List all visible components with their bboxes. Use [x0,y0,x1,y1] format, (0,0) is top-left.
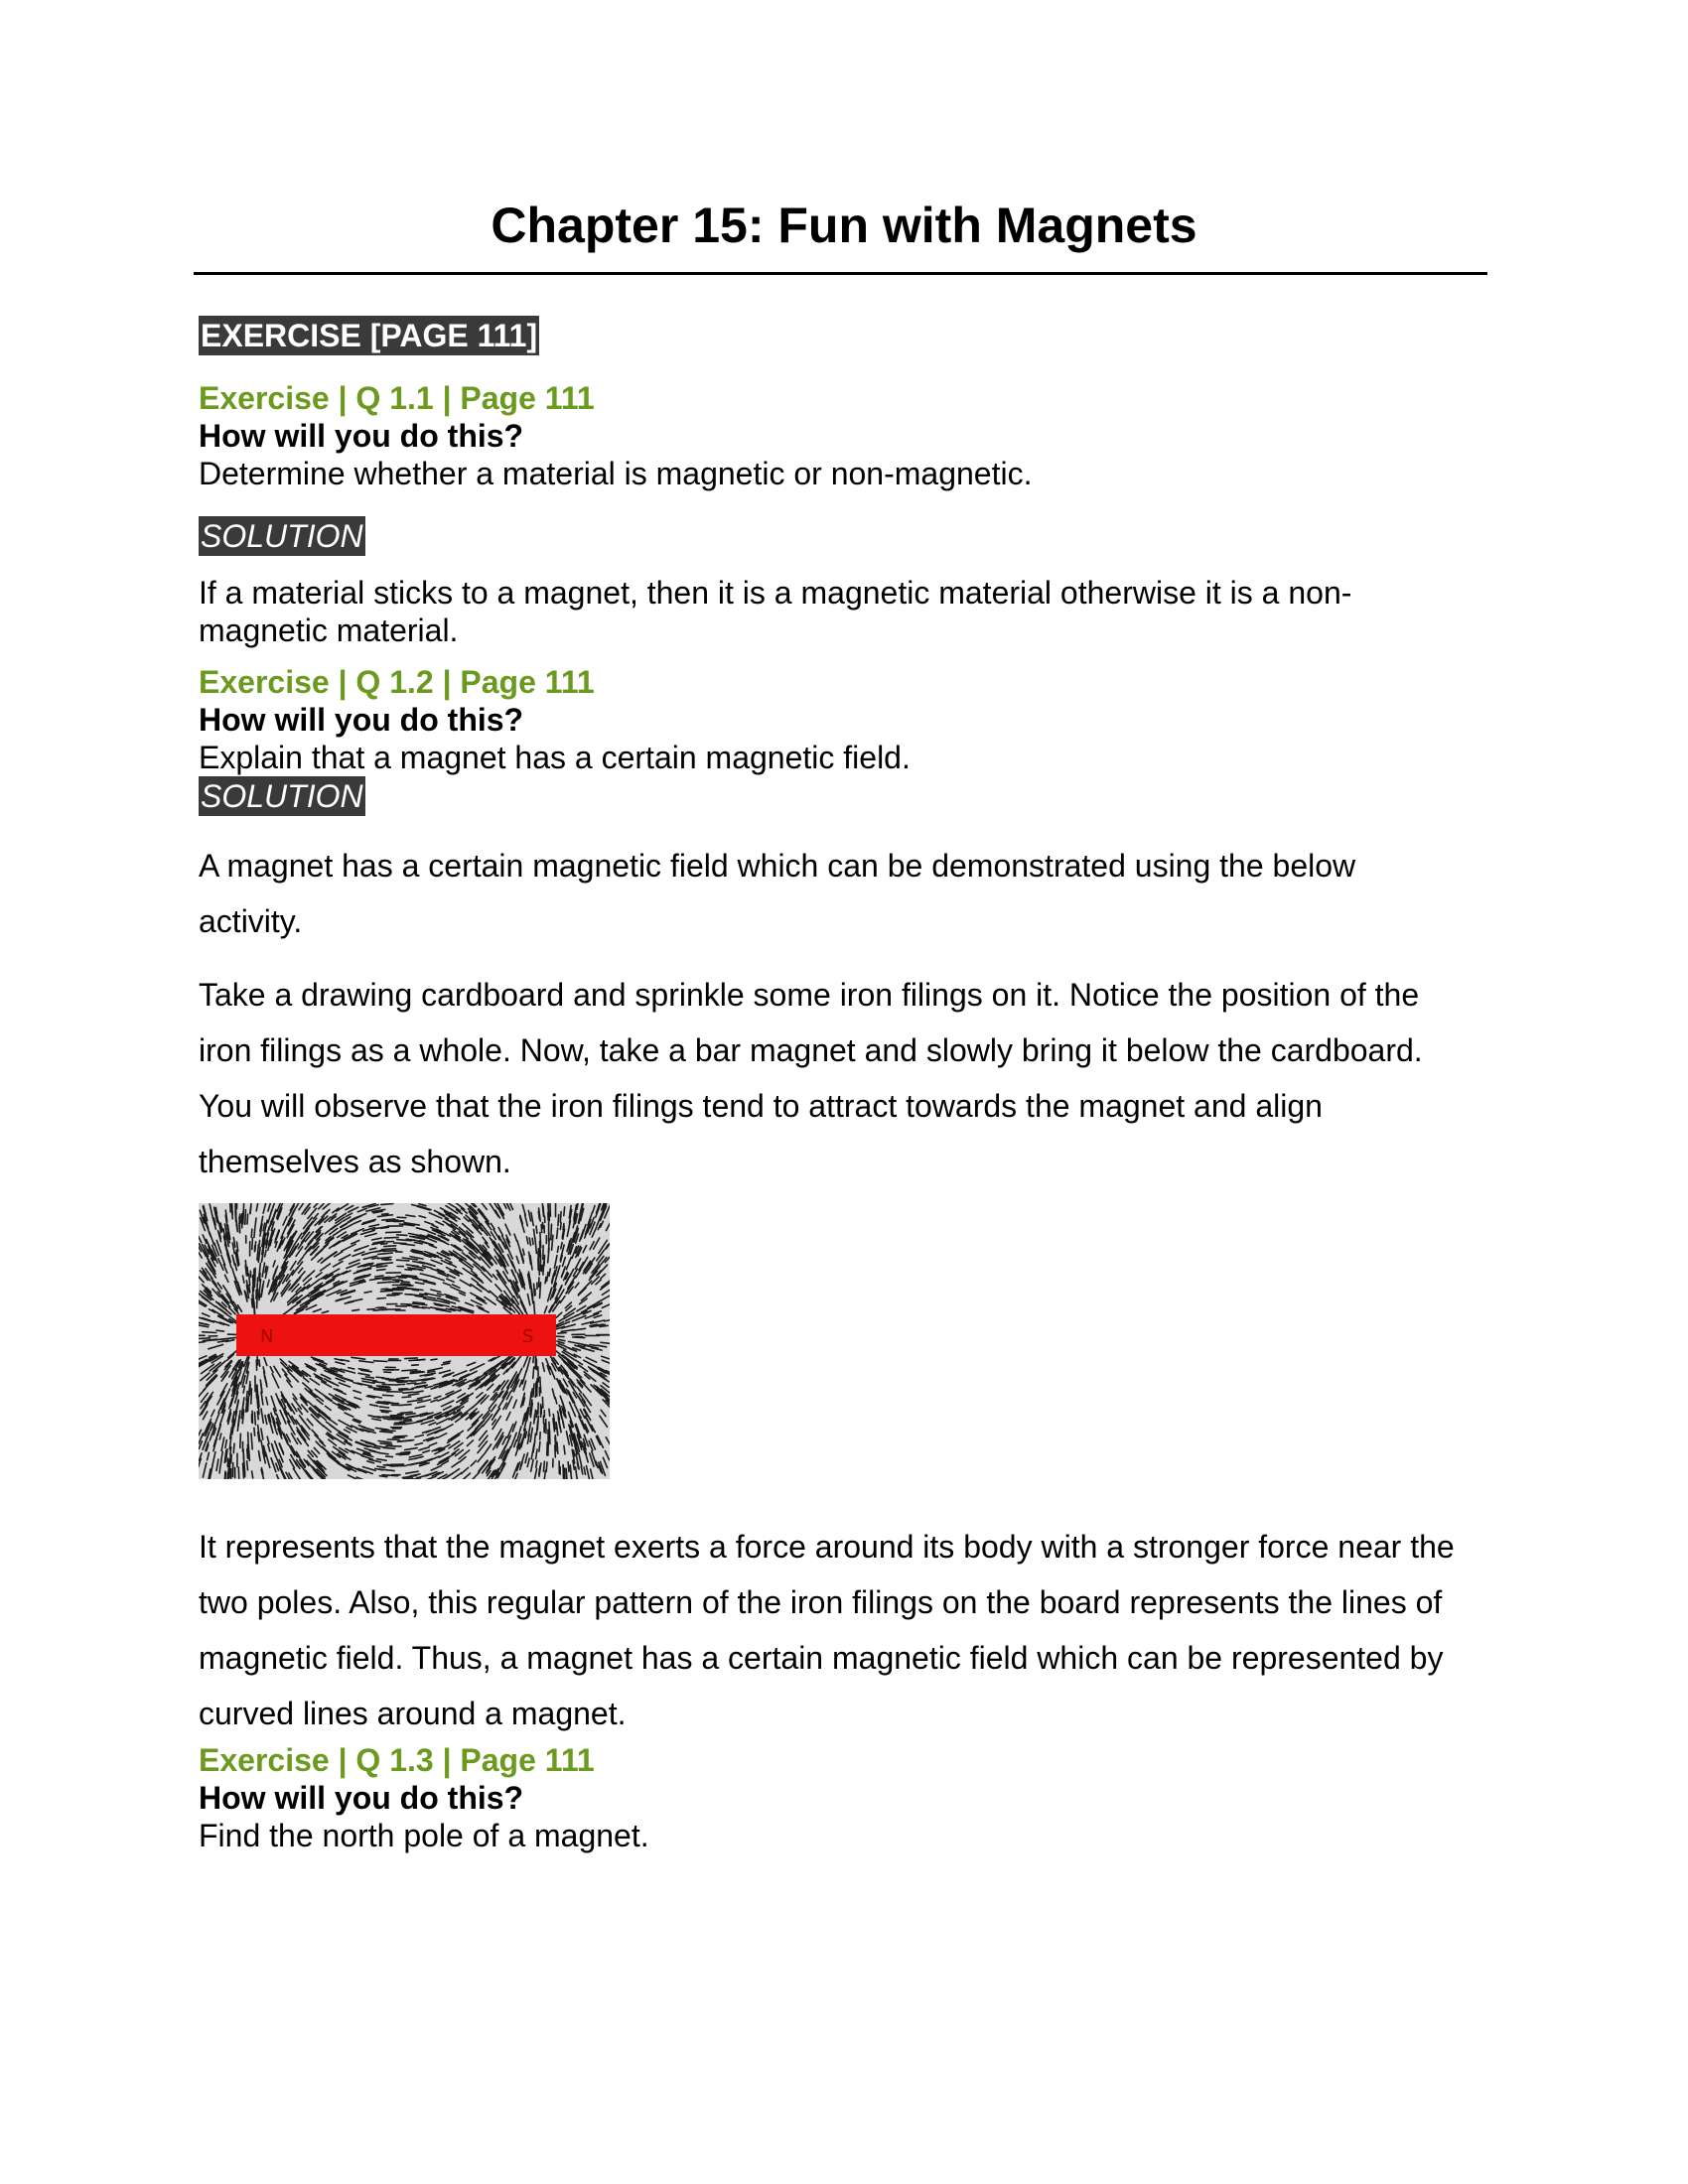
iron-filing [394,1435,407,1436]
iron-filing [252,1238,253,1250]
iron-filing [401,1424,410,1425]
iron-filing [244,1462,245,1477]
iron-filing [401,1304,411,1305]
iron-filing [236,1218,237,1226]
bar-magnet-iron-filings-image [199,1203,610,1479]
iron-filing [397,1260,409,1261]
iron-filing [392,1419,407,1420]
iron-filing [251,1229,252,1237]
iron-filing [259,1241,260,1248]
iron-filing [546,1462,547,1471]
iron-filing [397,1277,408,1278]
solution-text: A magnet has a certain magnetic field which can be demonstrated using the below activity. [199,848,1356,939]
page-title: Chapter 15: Fun with Magnets [491,198,1197,253]
iron-filing [550,1203,551,1216]
question-block [199,1741,1479,1854]
iron-filing [399,1389,413,1390]
iron-filing [249,1385,250,1396]
iron-filing [257,1412,258,1420]
iron-filing [384,1441,391,1442]
iron-filing [352,1309,359,1310]
iron-filing [374,1361,387,1362]
iron-filing [380,1411,391,1412]
iron-filing [251,1389,252,1404]
iron-filing [379,1407,388,1408]
iron-filing [383,1448,395,1449]
iron-filing [397,1235,407,1236]
iron-filing [557,1247,558,1253]
question-task: Determine whether a material is magnetic or non-magnetic. [199,456,1033,491]
iron-filing [540,1433,541,1439]
iron-filing [256,1386,257,1398]
iron-filing [251,1299,252,1307]
iron-filing [249,1274,250,1285]
iron-filing [538,1252,539,1267]
iron-filing [259,1360,260,1366]
iron-filing [548,1203,549,1210]
bar-magnet [236,1314,556,1356]
iron-filing [377,1298,385,1299]
iron-filing [252,1471,253,1478]
iron-filing [568,1462,569,1472]
iron-filing [405,1358,418,1359]
question-prompt: How will you do this? [199,418,524,454]
iron-filing [247,1449,248,1459]
iron-filing [233,1443,234,1453]
iron-filing [558,1215,559,1226]
exercise-label: EXERCISE [PAGE 111] [201,318,538,353]
iron-filing [246,1404,247,1412]
iron-filing [381,1244,387,1245]
iron-filing [549,1422,550,1431]
iron-filing [541,1225,542,1233]
iron-filing [246,1392,247,1401]
iron-filing [536,1461,537,1468]
iron-filing [560,1223,561,1230]
iron-filing [590,1345,596,1346]
iron-filing [533,1384,534,1397]
iron-filing [250,1206,251,1214]
iron-filing [563,1465,564,1479]
iron-filing [259,1294,260,1299]
iron-filing [386,1456,393,1457]
iron-filing [224,1471,225,1479]
iron-filing [375,1276,383,1277]
solution-label: SOLUTION [201,778,363,814]
iron-filing [539,1441,540,1451]
iron-filing [543,1262,544,1275]
iron-filing [381,1412,388,1413]
iron-filing [228,1460,229,1475]
iron-filing [231,1204,232,1218]
iron-filing [555,1437,556,1451]
iron-filing [431,1359,437,1360]
iron-filing [400,1421,412,1422]
iron-filing [247,1461,248,1470]
question-heading: Exercise | Q 1.2 | Page 111 [199,664,595,700]
iron-filing [534,1415,535,1424]
iron-filing [530,1406,531,1413]
iron-filing [402,1397,410,1398]
iron-filing [380,1291,392,1292]
iron-filing [551,1224,552,1240]
iron-filing [402,1370,417,1371]
iron-filing [386,1232,401,1233]
iron-filing [247,1267,248,1276]
iron-filing [405,1270,412,1271]
iron-filing [403,1286,412,1287]
iron-filing [564,1445,565,1454]
iron-filing [566,1468,567,1479]
question-prompt: How will you do this? [199,702,524,738]
iron-filing [542,1397,543,1408]
iron-filing [397,1217,406,1218]
iron-filing [247,1214,248,1224]
iron-filing [533,1367,534,1378]
iron-filing [423,1307,430,1308]
iron-filing [382,1278,396,1279]
iron-filing [382,1249,396,1250]
solution-text: Take a drawing cardboard and sprinkle some iron filings on it. Notice the position of the iron filings as a whole. Now, take a bar magnet and slowly bring it below the cardboard. You will observe that the iron filings tend to attract towards the magnet and align themselves as shown. [199,977,1423,1179]
iron-filing [573,1337,585,1338]
iron-filing [230,1447,231,1455]
iron-filing [543,1461,544,1471]
iron-filing [384,1246,396,1247]
question-block [199,379,1479,649]
iron-filing [199,1338,211,1339]
iron-filing [399,1454,409,1455]
iron-filing [536,1226,537,1233]
iron-filing [532,1290,533,1299]
iron-filing [259,1274,260,1282]
iron-filing [255,1413,256,1426]
iron-filing [382,1214,388,1215]
iron-filing [245,1261,246,1268]
iron-filing [401,1452,410,1453]
iron-filing [377,1386,390,1387]
iron-filing [382,1385,398,1386]
iron-filing [254,1230,255,1237]
iron-filing [257,1278,258,1291]
solution-label: SOLUTION [201,518,363,554]
question-task: Explain that a magnet has a certain magnetic field. [199,740,911,775]
iron-filing [383,1395,394,1396]
iron-filing [376,1307,383,1308]
iron-filing [407,1305,418,1306]
iron-filing [565,1468,566,1479]
iron-filing [219,1467,220,1473]
iron-filing [540,1283,541,1298]
solution-text: It represents that the magnet exerts a force around its body with a stronger force near the two poles. Also, this regular pattern of the iron filings on the board represents the lines of magnetic field. Thus, a magnet has a certain magnetic field which can be represented by curved lines around a magnet. [199,1529,1455,1731]
iron-filing [401,1284,411,1285]
iron-filing [249,1286,250,1294]
question-heading: Exercise | Q 1.1 | Page 111 [199,380,595,416]
iron-filing [376,1377,384,1378]
iron-filing [400,1412,412,1413]
iron-filing [557,1442,558,1453]
question-block [199,663,1479,1741]
iron-filing [384,1237,398,1238]
iron-filing [240,1433,241,1447]
iron-filing [535,1382,536,1397]
iron-filing [231,1454,232,1462]
iron-filing [254,1428,255,1435]
iron-filing [535,1433,536,1440]
iron-filing [203,1332,216,1333]
iron-filing [383,1280,392,1281]
page-content [199,316,1479,1854]
iron-filing [403,1392,413,1393]
iron-filing [548,1239,549,1253]
iron-filing [413,1302,424,1303]
title-divider [194,272,1487,275]
iron-filing [378,1389,391,1390]
iron-filing [558,1333,566,1334]
iron-filing [385,1215,393,1216]
question-heading: Exercise | Q 1.3 | Page 111 [199,1742,595,1778]
iron-filing [402,1282,410,1283]
question-task: Find the north pole of a magnet. [199,1818,649,1853]
iron-filing [540,1232,541,1247]
iron-filing [245,1210,246,1225]
iron-filing [400,1405,411,1406]
iron-filing [531,1389,532,1398]
iron-filing [255,1242,256,1251]
iron-filing [404,1420,411,1421]
iron-filing [549,1409,550,1416]
iron-filing [258,1396,259,1408]
iron-filing [545,1278,546,1284]
iron-filing [377,1270,385,1271]
iron-filing [532,1238,533,1244]
iron-filing [381,1227,389,1228]
iron-filing [560,1212,561,1222]
iron-filing [557,1228,558,1238]
iron-filing [412,1365,419,1366]
iron-filing [230,1203,231,1212]
iron-filing [253,1299,254,1315]
solution-text: If a material sticks to a magnet, then it is a magnetic material otherwise it is a non-magnetic material. [199,575,1352,648]
iron-filing [564,1207,565,1216]
iron-filing [379,1476,387,1477]
south-pole-label: S [522,1326,534,1347]
iron-filing [367,1309,374,1310]
iron-filing [414,1359,425,1360]
iron-filing [216,1330,224,1331]
iron-filing [257,1355,258,1365]
north-pole-label: N [260,1326,274,1347]
question-prompt: How will you do this? [199,1780,524,1816]
